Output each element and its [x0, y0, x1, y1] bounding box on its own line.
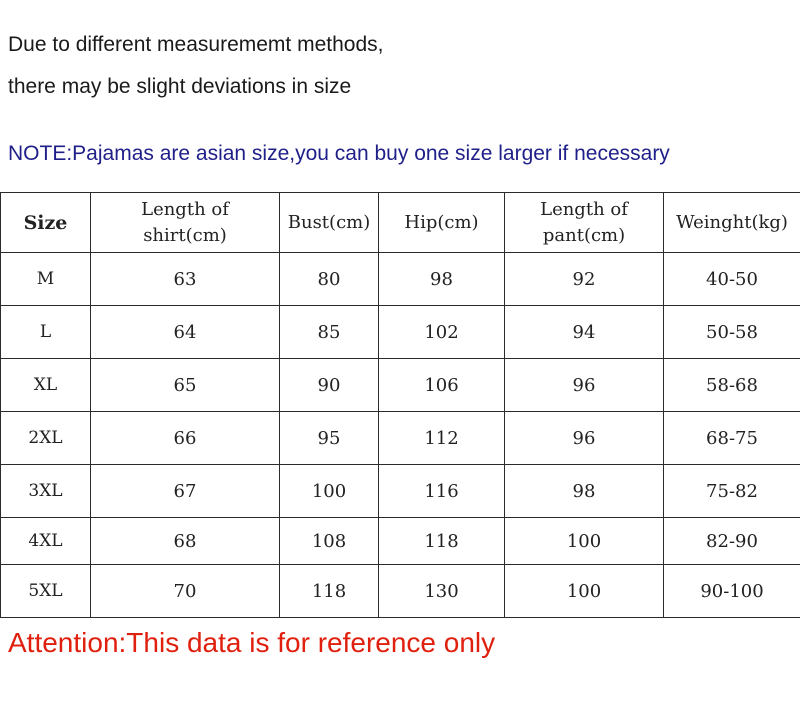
cell-weight: 82-90	[664, 518, 800, 565]
table-row	[1, 253, 800, 306]
cell-bust: 118	[280, 565, 379, 618]
cell-pant-length: 96	[505, 359, 664, 412]
cell-size: 5XL	[1, 565, 91, 618]
attention-notice: Attention:This data is for reference only	[8, 627, 496, 658]
cell-pant-length: 94	[505, 306, 664, 359]
header-hip: Hip(cm)	[379, 193, 505, 253]
size-chart-table	[0, 192, 800, 618]
cell-hip: 130	[379, 565, 505, 618]
cell-hip: 102	[379, 306, 505, 359]
cell-pant-length: 92	[505, 253, 664, 306]
header-shirt-length	[91, 193, 280, 253]
cell-shirt-length: 65	[91, 359, 280, 412]
header-shirt-length-line-2: shirt(cm)	[143, 224, 227, 246]
cell-pant-length: 98	[505, 465, 664, 518]
cell-hip: 98	[379, 253, 505, 306]
cell-pant-length: 100	[505, 565, 664, 618]
cell-weight: 58-68	[664, 359, 800, 412]
cell-size: 4XL	[1, 518, 91, 565]
cell-size: 2XL	[1, 412, 91, 465]
cell-hip: 106	[379, 359, 505, 412]
table-row	[1, 465, 800, 518]
cell-size: L	[1, 306, 91, 359]
cell-pant-length: 100	[505, 518, 664, 565]
cell-bust: 85	[280, 306, 379, 359]
cell-shirt-length: 67	[91, 465, 280, 518]
cell-bust: 80	[280, 253, 379, 306]
cell-shirt-length: 64	[91, 306, 280, 359]
header-weight: Weinght(kg)	[664, 193, 800, 253]
cell-weight: 75-82	[664, 465, 800, 518]
cell-shirt-length: 66	[91, 412, 280, 465]
header-pant-length-line-1: Length of	[540, 198, 628, 220]
table-row	[1, 412, 800, 465]
cell-bust: 100	[280, 465, 379, 518]
cell-weight: 90-100	[664, 565, 800, 618]
table-row	[1, 359, 800, 412]
header-size: Size	[1, 193, 91, 253]
table-header-row	[1, 193, 800, 253]
cell-bust: 90	[280, 359, 379, 412]
cell-weight: 68-75	[664, 412, 800, 465]
measurement-disclaimer-line-2: there may be slight deviations in size	[8, 75, 352, 98]
cell-weight: 50-58	[664, 306, 800, 359]
table-row	[1, 565, 800, 618]
cell-bust: 95	[280, 412, 379, 465]
cell-shirt-length: 63	[91, 253, 280, 306]
header-pant-length-line-2: pant(cm)	[542, 224, 626, 246]
cell-size: M	[1, 253, 91, 306]
cell-size: XL	[1, 359, 91, 412]
cell-hip: 116	[379, 465, 505, 518]
table-row	[1, 306, 800, 359]
measurement-disclaimer-line-1: Due to different measurememt methods,	[8, 33, 384, 56]
cell-bust: 108	[280, 518, 379, 565]
cell-hip: 112	[379, 412, 505, 465]
cell-weight: 40-50	[664, 253, 800, 306]
table-row	[1, 518, 800, 565]
header-bust: Bust(cm)	[280, 193, 379, 253]
cell-shirt-length: 70	[91, 565, 280, 618]
cell-size: 3XL	[1, 465, 91, 518]
cell-shirt-length: 68	[91, 518, 280, 565]
cell-pant-length: 96	[505, 412, 664, 465]
header-pant-length	[505, 193, 664, 253]
cell-hip: 118	[379, 518, 505, 565]
asian-size-note: NOTE:Pajamas are asian size,you can buy one size larger if necessary	[8, 142, 670, 165]
header-shirt-length-line-1: Length of	[141, 198, 229, 220]
